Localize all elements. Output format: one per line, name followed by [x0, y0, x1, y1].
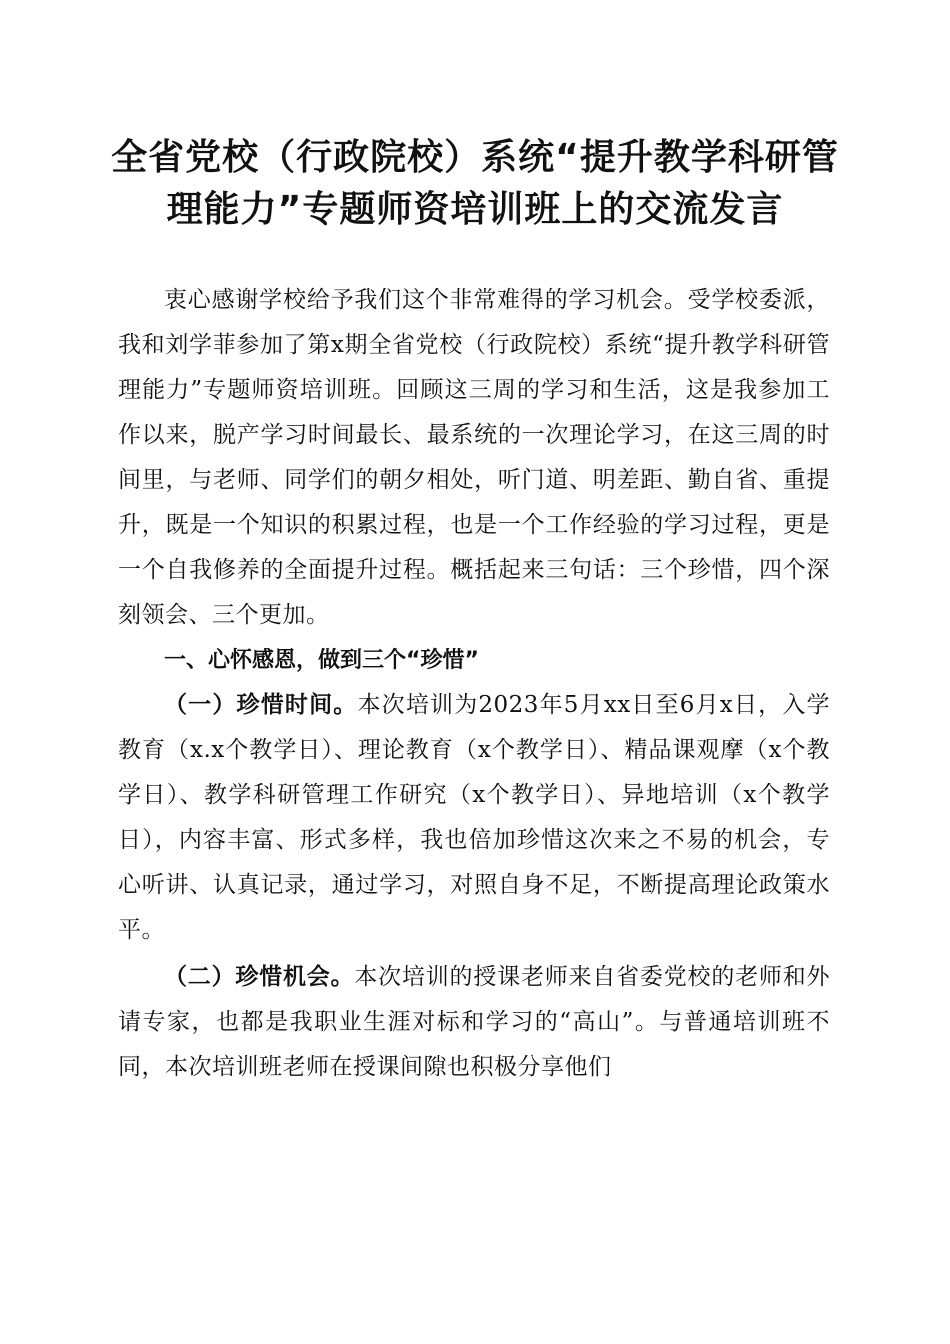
subsection-lead-2: （二）珍惜机会。	[164, 964, 355, 990]
title-line-2: 理能力”专题师资培训班上的交流发言	[166, 189, 784, 230]
section-heading-1: 一、心怀感恩，做到三个“珍惜”	[164, 648, 479, 673]
title-line-1: 全省党校（行政院校）系统“提升教学科研管	[111, 137, 839, 178]
subsection-lead-1: （一）珍惜时间。	[164, 692, 358, 718]
subsection-paragraph-1	[118, 683, 830, 953]
subsection-text-1: 本次培训为2023年5月xx日至6月x日，入学教育（x.x个教学日）、理论教育（x个教学日）、精品课观摩（x个教学日）、教学科研管理工作研究（x个教学日）、异地培训（x个教学日），内容丰富、形式多样，我也倍加珍惜这次来之不易的机会，专心听讲、认真记录，通过学习，对照自身不足，不断提高理论政策水平。	[118, 692, 831, 943]
intro-paragraph: 衷心感谢学校给予我们这个非常难得的学习机会。受学校委派，我和刘学菲参加了第x期全省党校（行政院校）系统“提升教学科研管理能力”专题师资培训班。回顾这三周的学习和生活，这是我参加工作以来，脱产学习时间最长、最系统的一次理论学习，在这三周的时间里，与老师、同学们的朝夕相处，听门道、明差距、勤自省、重提升，既是一个知识的积累过程，也是一个工作经验的学习过程，更是一个自我修养的全面提升过程。概括起来三句话：三个珍惜，四个深刻领会、三个更加。	[118, 287, 830, 628]
document-body	[118, 278, 830, 1090]
subsection-paragraph-2	[118, 955, 830, 1090]
subsection-text-2: 本次培训的授课老师来自省委党校的老师和外请专家，也都是我职业生涯对标和学习的“高山”。与普通培训班不同，本次培训班老师在授课间隙也积极分享他们	[118, 964, 831, 1080]
document-title	[100, 132, 850, 236]
